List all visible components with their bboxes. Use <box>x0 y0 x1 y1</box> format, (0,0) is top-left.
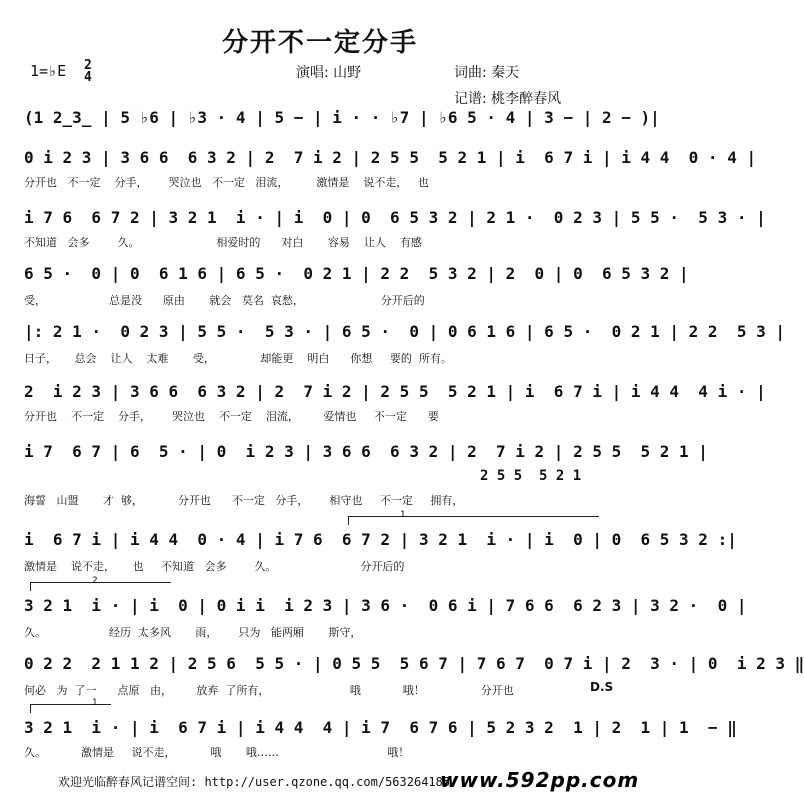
score-row-notes: i 7 6 7 | 6 5 · | 0 i 2 3 | 3 6 6 6 3 2 | 2 7 i 2 | 2 5 5 5 2 1 | <box>24 442 708 461</box>
singer-credit: 演唱: 山野 <box>296 65 362 81</box>
score-row-notes: 0 2 2 2 1 1 2 | 2 5 6 5 5 · | 0 5 5 5 6 7 | 7 6 7 0 7 i | 2 3 · | 0 i 2 3 ‖ <box>24 654 804 673</box>
footer-link-text: 欢迎光临醉春风记谱空间: http://user.qzone.qq.com/563264185 <box>58 775 451 789</box>
volta-number-2: 2 <box>92 576 98 586</box>
score-row-notes: 0 i 2 3 | 3 6 6 6 3 2 | 2 7 i 2 | 2 5 5 5 2 1 | i 6 7 i | i 4 4 0 · 4 | <box>24 148 757 167</box>
score-row-notes: 2 i 2 3 | 3 6 6 6 3 2 | 2 7 i 2 | 2 5 5 5 2 1 | i 6 7 i | i 4 4 4 i · | <box>24 382 766 401</box>
score-row-notes: 3 2 1 i · | i 0 | 0 i i i 2 3 | 3 6 · 0 6 i | 7 6 6 6 2 3 | 3 2 · 0 | <box>24 596 747 615</box>
score-row-lyrics: 不知道 会多 久。 相爱时的 对白 容易 让人 有感 <box>24 236 422 249</box>
site-logo: www.592pp.com <box>440 768 640 792</box>
volta-bracket-1b <box>30 704 111 713</box>
score-row-notes: (1 2̲3̲ | 5 ♭6 | ♭3 · 4 | 5 − | i · · ♭7 | ♭6 5 · 4 | 3 − | 2 − )| <box>24 108 660 127</box>
score-row-notes: |: 2 1 · 0 2 3 | 5 5 · 5 3 · | 6 5 · 0 | 0 6 1 6 | 6 5 · 0 2 1 | 2 2 5 3 | <box>24 322 785 341</box>
song-title: 分开不一定分手 <box>221 28 418 58</box>
time-signature-bottom: 4 <box>84 70 92 85</box>
score-row-lyrics: 分开也 不一定 分手， 哭泣也 不一定 泪流， 激情是 说不走， 也 <box>24 176 429 189</box>
score-row-lyrics: 何必 为 了一 点原 由， 放弃 了所有， 哦 哦！ 分开也 <box>24 684 514 697</box>
score-row-lyrics: 久。 激情是 说不走， 哦 哦…… 哦！ <box>24 746 410 759</box>
volta-bracket-1 <box>348 516 599 525</box>
score-row-lyrics: 激情是 说不走， 也 不知道 会多 久。 分开后的 <box>24 560 405 573</box>
score-row-lyrics: 海誓 山盟 才 够， 分开也 不一定 分手， 相守也 不一定 拥有， <box>24 494 464 507</box>
volta-number-1: 1 <box>400 510 406 520</box>
score-row-notes: i 6 7 i | i 4 4 0 · 4 | i 7 6 6 7 2 | 3 2 1 i · | i 0 | 0 6 5 3 2 :| <box>24 530 737 549</box>
score-row-lyrics: 受， 总是没 原由 就会 莫名 哀愁， 分开后的 <box>24 294 425 307</box>
score-row-notes: 6 5 · 0 | 0 6 1 6 | 6 5 · 0 2 1 | 2 2 5 3 2 | 2 0 | 0 6 5 3 2 | <box>24 264 689 283</box>
key-signature: 1=♭E <box>30 62 67 80</box>
dal-segno-mark: D.S <box>590 680 614 694</box>
notator-credit: 记谱: 桃李醉春风 <box>454 91 562 107</box>
score-row-notes: 3 2 1 i · | i 6 7 i | i 4 4 4 | i 7 6 7 6 | 5 2 3 2 1 | 2 1 | 1 − ‖ <box>24 718 737 737</box>
score-row-lyrics: 日子， 总会 让人 太难 受， 却能更 明白 你想 要的 所有。 <box>24 352 452 365</box>
score-row-lyrics: 久。 经历 太多风 雨， 只为 能两厢 斯守， <box>24 626 362 639</box>
volta-bracket-2 <box>30 582 171 591</box>
time-signature-top: 2 <box>84 58 92 73</box>
score-row-notes: i 7 6 6 7 2 | 3 2 1 i · | i 0 | 0 6 5 3 2 | 2 1 · 0 2 3 | 5 5 · 5 3 · | <box>24 208 766 227</box>
composer-credit: 词曲: 秦天 <box>454 65 520 81</box>
alternate-melody-line: 2 5 5 5 2 1 <box>480 468 582 484</box>
score-row-lyrics: 分开也 不一定 分手， 哭泣也 不一定 泪流， 爱情也 不一定 要 <box>24 410 439 423</box>
time-signature <box>84 60 92 84</box>
volta-number-1b: 1 <box>92 698 98 708</box>
